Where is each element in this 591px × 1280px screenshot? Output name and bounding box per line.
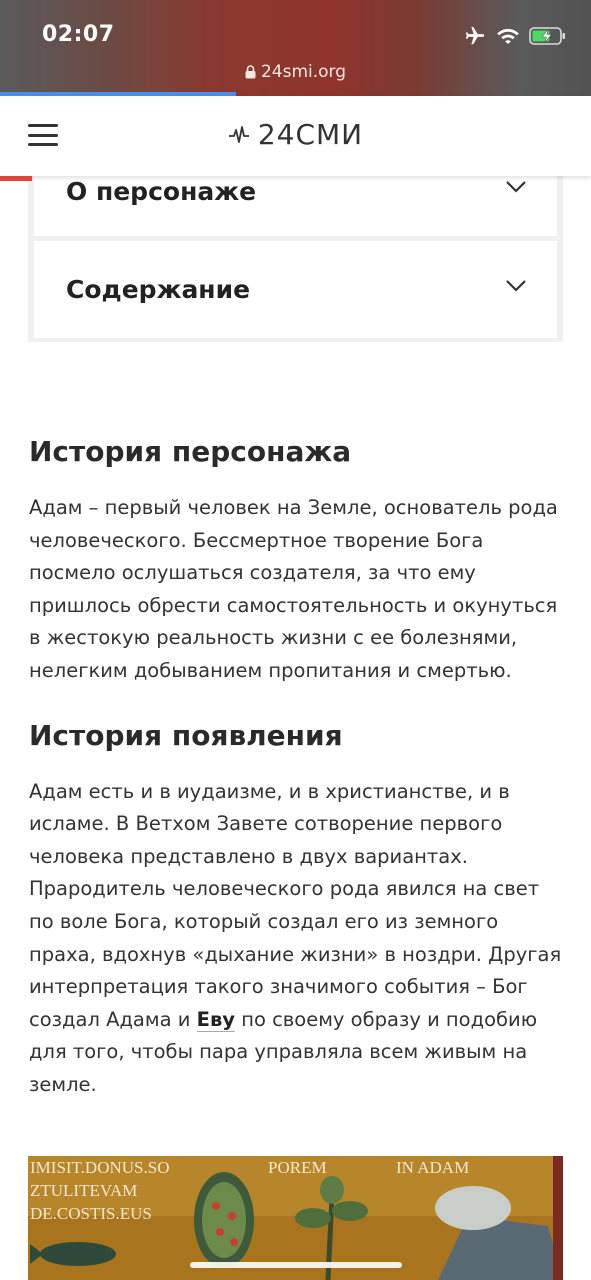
accordion-title: Содержание	[66, 275, 251, 304]
accordion-item-about[interactable]	[34, 166, 557, 236]
address-bar[interactable]	[0, 62, 591, 82]
mosaic-inscription: IMISIT.DONUS.SO	[30, 1158, 170, 1177]
accordion	[28, 160, 563, 342]
lock-icon	[245, 65, 256, 79]
section-heading: История появления	[29, 718, 343, 752]
mosaic-inscription: IN ADAM	[396, 1158, 470, 1177]
chevron-down-icon	[505, 279, 527, 293]
status-bar	[0, 0, 591, 96]
site-logo[interactable]	[0, 118, 591, 151]
logo-text: 24СМИ	[257, 118, 364, 151]
wifi-icon	[496, 26, 520, 46]
status-icons	[463, 24, 567, 48]
eve-link[interactable]: Еву	[196, 1007, 235, 1031]
reading-progress-mark	[0, 176, 32, 181]
clock: 02:07	[42, 22, 115, 47]
url-text: 24smi.org	[260, 62, 347, 82]
section-paragraph: Адам – первый человек на Земле, основатель рода человеческого. Бессмертное творение Бога посмело ослушаться создателя, за что ему пришлось обрести самостоятельность и окунуться в жестокую реальность жизни с ее болезнями, нелегким добыванием пропитания и смертью.	[29, 496, 558, 682]
site-header	[0, 96, 591, 176]
section-paragraph	[29, 776, 564, 1102]
section-heading: История персонажа	[29, 435, 352, 468]
paragraph-text: по своему образу и подобию для того, чтобы пара управляла всем живым на земле.	[29, 1007, 538, 1096]
mosaic-inscription: DE.COSTIS.EUS	[30, 1204, 152, 1223]
mosaic-inscription: ZTULITEVAM	[30, 1181, 138, 1200]
battery-charging-icon	[529, 26, 567, 46]
pulse-logo-icon	[228, 124, 250, 146]
accordion-item-contents[interactable]	[34, 241, 557, 338]
home-indicator[interactable]	[190, 1262, 402, 1268]
accordion-title: О персонаже	[66, 177, 257, 206]
airplane-icon	[463, 25, 487, 47]
article-body	[29, 430, 564, 1102]
paragraph-text: Адам есть и в иудаизме, и в христианстве, и в исламе. В Ветхом Завете сотворение первого человека представлено в двух вариантах. Прародитель человеческого рода явился на свет по воле Бога, который создал его из земного праха, вдохнув «дыхание жизни» в ноздри. Другая интерпретация такого значимого события – Бог создал Адама и	[29, 779, 562, 1031]
chevron-down-icon	[505, 180, 527, 194]
mosaic-inscription: POREM	[268, 1158, 327, 1177]
